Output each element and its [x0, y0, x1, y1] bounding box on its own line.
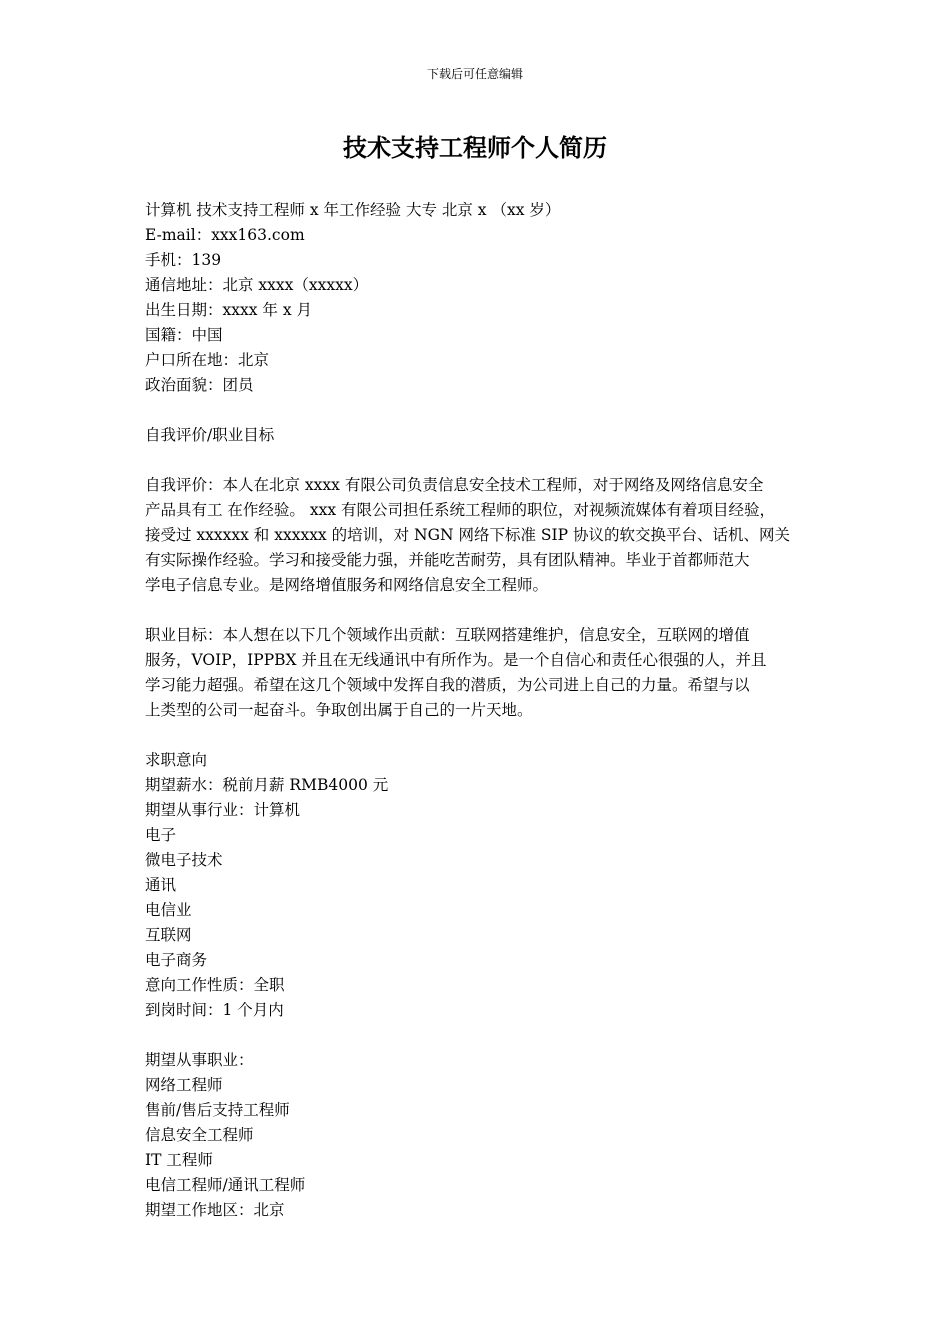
expected-industry-line: 期望从事行业：计算机	[145, 801, 301, 819]
basic-info-section	[145, 198, 810, 398]
job-intention-section	[145, 748, 810, 1023]
nationality-line: 国籍：中国	[145, 326, 223, 344]
industry-item: 互联网	[145, 926, 192, 944]
position-item: 信息安全工程师	[145, 1126, 254, 1144]
self-evaluation-line: 自我评价：本人在北京 xxxx 有限公司负责信息安全技术工程师，对于网络及网络信息安全	[145, 476, 764, 494]
self-eval-heading: 自我评价/职业目标	[145, 426, 275, 444]
phone-line: 手机：139	[145, 251, 222, 269]
birthdate-line: 出生日期：xxxx 年 x 月	[145, 301, 312, 319]
industry-item: 电子商务	[145, 951, 208, 969]
self-evaluation-paragraph	[145, 473, 810, 598]
job-intention-heading: 求职意向	[145, 751, 208, 769]
industry-item: 微电子技术	[145, 851, 223, 869]
self-evaluation-line: 产品具有工 在作经验。 xxx 有限公司担任系统工程师的职位，对视频流媒体有着项目经验，	[145, 501, 776, 519]
expected-positions-section	[145, 1048, 810, 1223]
address-line: 通信地址：北京 xxxx（xxxxx）	[145, 276, 369, 294]
position-item: 网络工程师	[145, 1076, 223, 1094]
start-time-line: 到岗时间：1 个月内	[145, 1001, 284, 1019]
self-evaluation-line: 有实际操作经验。学习和接受能力强，并能吃苦耐劳，具有团队精神。毕业于首都师范大	[145, 551, 750, 569]
position-item: IT 工程师	[145, 1151, 213, 1169]
industry-item: 电信业	[145, 901, 192, 919]
spacer	[145, 1023, 810, 1048]
hukou-line: 户口所在地：北京	[145, 351, 270, 369]
industry-item: 通讯	[145, 876, 177, 894]
page-header-note: 下载后可任意编辑	[426, 67, 523, 81]
spacer	[145, 598, 810, 623]
career-goal-line: 服务，VOIP，IPPBX 并且在无线通讯中有所作为。是一个自信心和责任心很强的人，并且	[145, 651, 767, 669]
political-status-line: 政治面貌：团员	[145, 376, 254, 394]
career-goal-line: 学习能力超强。希望在这几个领域中发挥自我的潜质，为公司进上自己的力量。希望与以	[145, 676, 750, 694]
self-evaluation-line: 学电子信息专业。是网络增值服务和网络信息安全工程师。	[145, 576, 549, 594]
position-item: 电信工程师/通讯工程师	[145, 1176, 306, 1194]
expected-positions-heading: 期望从事职业：	[145, 1051, 254, 1069]
spacer	[145, 723, 810, 748]
work-type-line: 意向工作性质：全职	[145, 976, 285, 994]
career-goal-line: 职业目标：本人想在以下几个领域作出贡献：互联网搭建维护，信息安全，互联网的增值	[145, 626, 750, 644]
expected-salary-line: 期望薪水：税前月薪 RMB4000 元	[145, 776, 389, 794]
spacer	[145, 448, 810, 473]
industry-item: 电子	[145, 826, 177, 844]
career-goal-line: 上类型的公司一起奋斗。争取创出属于自己的一片天地。	[145, 701, 533, 719]
career-goal-paragraph	[145, 623, 810, 723]
self-evaluation-line: 接受过 xxxxxx 和 xxxxxx 的培训，对 NGN 网络下标准 SIP 协议的软交换平台、话机、网关	[145, 526, 790, 544]
spacer	[145, 398, 810, 423]
position-item: 售前/售后支持工程师	[145, 1101, 290, 1119]
work-region-line: 期望工作地区：北京	[145, 1201, 285, 1219]
email-line: E-mail：xxx163.com	[145, 226, 305, 244]
document-title: 技术支持工程师个人简历	[343, 134, 607, 162]
resume-body	[145, 198, 810, 1223]
summary-line: 计算机 技术支持工程师 x 年工作经验 大专 北京 x （xx 岁）	[145, 201, 561, 219]
